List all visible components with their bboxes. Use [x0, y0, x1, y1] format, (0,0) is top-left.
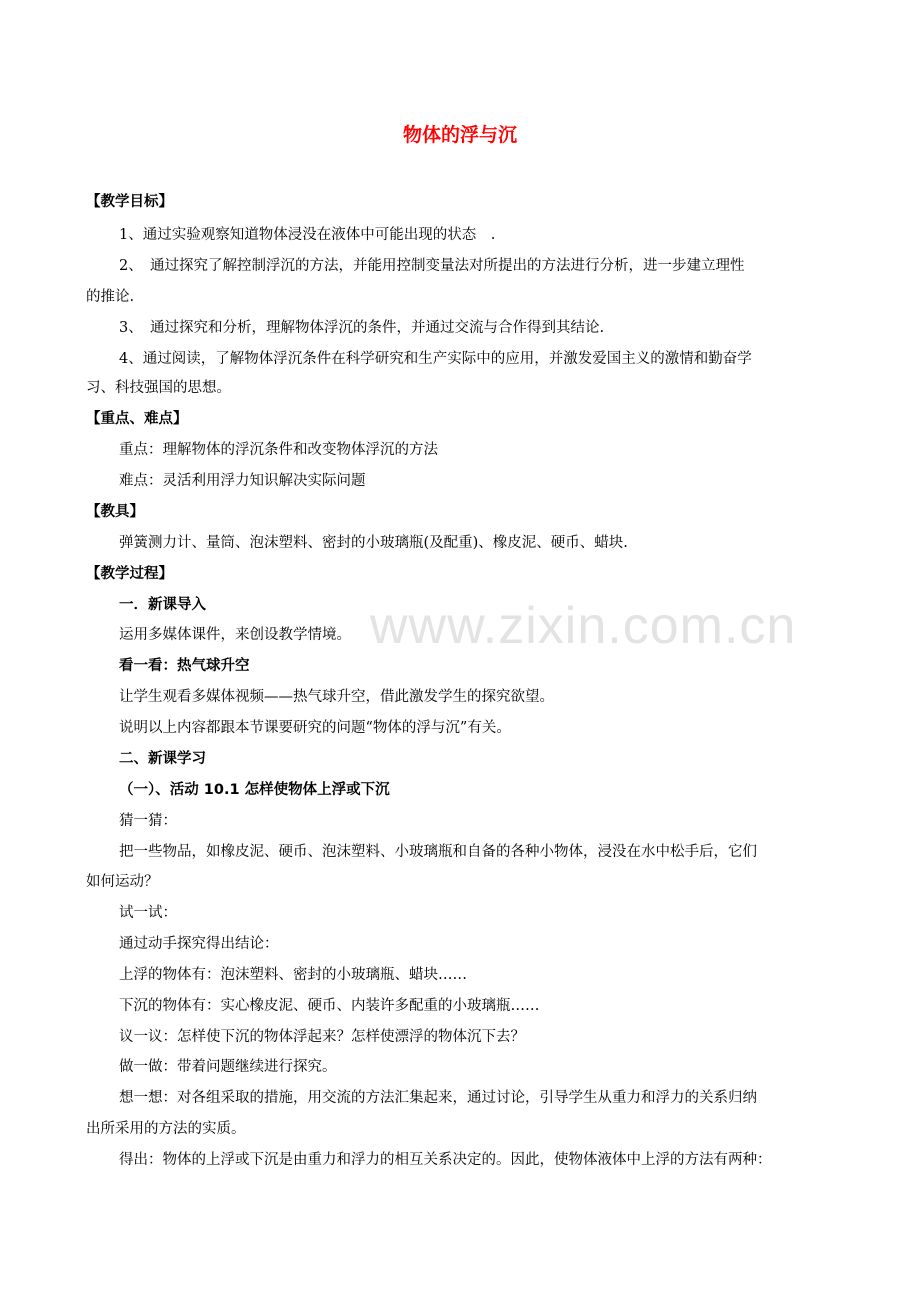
- difficult-point: 难点：灵活利用浮力知识解决实际问题: [119, 473, 366, 489]
- discuss-text: 议一议：怎样使下沉的物体浮起来？怎样使漂浮的物体沉下去？: [119, 1029, 525, 1045]
- section-2-title: 二、新课学习: [119, 751, 206, 767]
- floating-items: 上浮的物体有：泡沫塑料、密封的小玻璃瓶、蜡块……: [119, 967, 467, 983]
- process-heading: 【教学过程】: [86, 566, 173, 582]
- activity-title: （一）、活动 10.1 怎样使物体上浮或下沉: [119, 782, 390, 798]
- look-text-1: 让学生观看多媒体视频——热气球升空，借此激发学生的探究欲望。: [119, 689, 554, 705]
- objective-4-line-2: 习、科技强国的思想。: [86, 380, 231, 396]
- equipment-list: 弹簧测力计、量筒、泡沫塑料、密封的小玻璃瓶(及配重)、橡皮泥、硬币、蜡块.: [119, 535, 628, 551]
- page-title: 物体的浮与沉: [402, 124, 517, 146]
- do-text: 做一做：带着问题继续进行探究。: [119, 1059, 337, 1075]
- look-text-2: 说明以上内容都跟本节课要研究的问题“物体的浮与沉”有关。: [119, 720, 511, 736]
- sinking-items: 下沉的物体有：实心橡皮泥、硬币、内装许多配重的小玻璃瓶……: [119, 998, 540, 1014]
- conclusion-text: 得出：物体的上浮或下沉是由重力和浮力的相互关系决定的。因此，使物体液体中上浮的方法有两种：: [119, 1152, 772, 1168]
- guess-text-line-1: 把一些物品，如橡皮泥、硬币、泡沫塑料、小玻璃瓶和自备的各种小物体，浸没在水中松手后，它们: [119, 844, 757, 860]
- objective-2-line-2: 的推论.: [86, 289, 135, 305]
- objectives-heading: 【教学目标】: [86, 194, 173, 210]
- guess-text-line-2: 如何运动？: [86, 874, 159, 890]
- key-points-heading: 【重点、难点】: [86, 411, 188, 427]
- watermark: www.zixin.com.cn: [370, 597, 797, 655]
- objective-2-line-1: 2、 通过探究了解控制浮沉的方法，并能用控制变量法对所提出的方法进行分析，进一步建立理性: [119, 258, 745, 274]
- objective-1: 1、通过实验观察知道物体浸没在液体中可能出现的状态 .: [119, 227, 496, 243]
- equipment-heading: 【教具】: [86, 504, 144, 520]
- key-point: 重点：理解物体的浮沉条件和改变物体浮沉的方法: [119, 442, 438, 458]
- objective-3: 3、 通过探究和分析，理解物体浮沉的条件，并通过交流与合作得到其结论.: [119, 320, 605, 336]
- think-text-line-1: 想一想：对各组采取的措施，用交流的方法汇集起来，通过讨论，引导学生从重力和浮力的关系归纳: [119, 1090, 757, 1106]
- try-text: 通过动手探究得出结论：: [119, 936, 279, 952]
- try-label: 试一试：: [119, 905, 177, 921]
- think-text-line-2: 出所采用的方法的实质。: [86, 1121, 246, 1137]
- guess-label: 猜一猜：: [119, 813, 177, 829]
- section-1-text: 运用多媒体课件，来创设教学情境。: [119, 627, 351, 643]
- look-title: 看一看：热气球升空: [119, 658, 250, 674]
- objective-4-line-1: 4、通过阅读，了解物体浮沉条件在科学研究和生产实际中的应用，并激发爱国主义的激情和勤奋学: [119, 351, 752, 367]
- section-1-title: 一．新课导入: [119, 597, 206, 613]
